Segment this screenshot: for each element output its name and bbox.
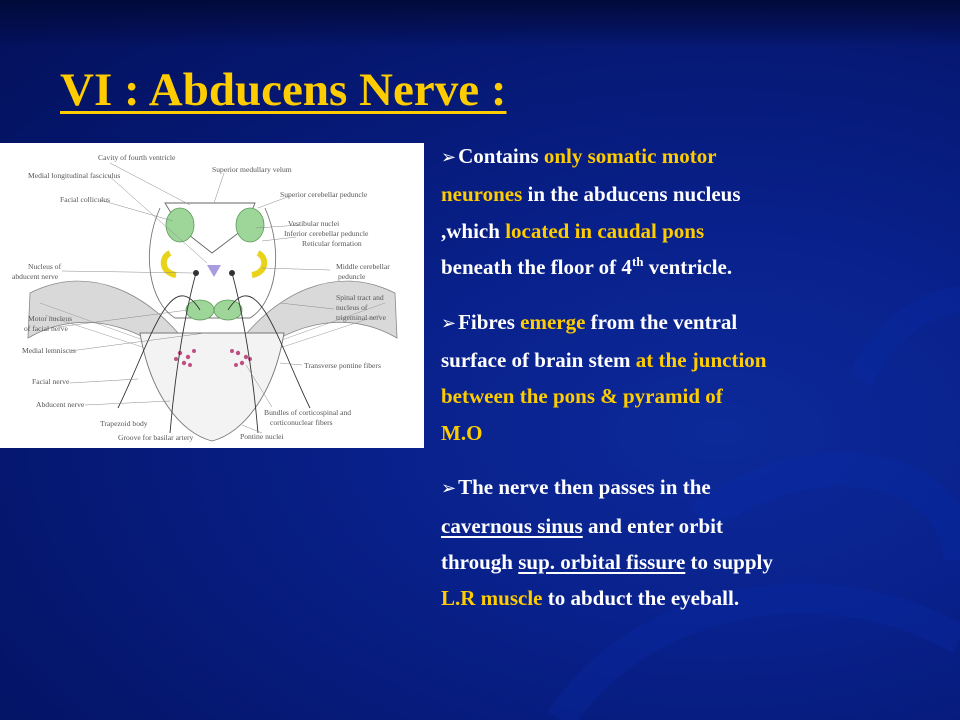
vestibular-nucleus-left	[166, 208, 194, 242]
b1-text-5: ventricle.	[643, 255, 733, 280]
arrow-bullet-icon: ➢	[441, 147, 457, 168]
b3-text-2: and enter orbit	[582, 513, 723, 538]
pons-diagram	[0, 143, 424, 448]
label-facial-colliculus: Facial colliculus	[60, 195, 110, 204]
bullet-1-line-4	[441, 249, 951, 285]
trigeminal-nucleus-left	[164, 253, 176, 275]
bullet-fibres-emerge	[441, 304, 951, 452]
b2-text-1: Fibres	[458, 309, 521, 334]
b1-highlight-1: only somatic motor	[543, 144, 717, 168]
arrow-bullet-icon: ➢	[441, 478, 457, 500]
bullet-1-line-2	[441, 176, 951, 212]
label-nucleus-abducent-1: Nucleus of	[28, 262, 62, 271]
b1-text-1: Contains	[458, 144, 544, 168]
bullet-2-line-4	[441, 415, 951, 451]
bullet-somatic-motor	[441, 138, 951, 286]
vestibular-nucleus-right	[236, 208, 264, 242]
bullet-1-line-3	[441, 213, 951, 249]
b2-text-3: surface of brain stem	[441, 348, 636, 373]
trigeminal-nucleus-right	[252, 253, 264, 275]
basilar-pons	[140, 333, 284, 441]
label-spinal-tract-2: nucleus of	[336, 303, 368, 312]
label-spinal-tract-3: trigeminal nerve	[336, 313, 386, 322]
label-bundles-2: corticonuclear fibers	[270, 418, 333, 427]
label-middle-cerebellar-2: peduncle	[338, 272, 366, 281]
top-band	[0, 0, 960, 48]
b3-highlight-1: L.R muscle	[441, 586, 543, 611]
label-groove-basilar-artery: Groove for basilar artery	[118, 433, 194, 442]
slide-title: VI : Abducens Nerve :	[60, 64, 507, 116]
label-motor-nucleus-2: of facial nerve	[24, 324, 68, 333]
bullet-3-line-3	[441, 544, 951, 580]
b3-underline-1: cavernous sinus	[441, 513, 583, 538]
b2-highlight-1: emerge	[520, 309, 586, 334]
bullet-3-line-2	[441, 508, 951, 544]
label-pontine-nuclei: Pontine nuclei	[240, 432, 284, 441]
label-cavity-fourth-ventricle: Cavity of fourth ventricle	[98, 153, 176, 162]
b1-text-4: beneath the floor of 4	[441, 255, 632, 280]
b3-text-1: The nerve then passes in the	[458, 475, 711, 500]
arrow-bullet-icon: ➢	[441, 312, 457, 334]
label-spinal-tract-1: Spinal tract and	[336, 293, 384, 302]
bullet-3-line-4	[441, 580, 951, 616]
b1-superscript: th	[631, 254, 644, 270]
label-facial-nerve: Facial nerve	[32, 377, 70, 386]
bullet-1-line-1	[441, 138, 951, 176]
bullet-nerve-path	[441, 469, 951, 617]
bullet-2-line-1	[441, 304, 951, 342]
b1-highlight-2: neurones	[441, 182, 523, 207]
label-reticular-formation: Reticular formation	[302, 239, 362, 248]
label-superior-medullary-velum: Superior medullary velum	[212, 165, 292, 174]
b1-text-3: ,which	[441, 218, 506, 243]
bullet-list	[441, 138, 951, 635]
label-medial-lemniscus: Medial lemniscus	[22, 346, 76, 355]
bullet-2-line-2	[441, 342, 951, 378]
b3-text-4: to supply	[685, 550, 773, 575]
b3-text-5: to abduct the eyeball.	[542, 586, 740, 611]
mlf-marker	[207, 265, 221, 277]
label-superior-cerebellar-peduncle: Superior cerebellar peduncle	[280, 190, 368, 199]
bullet-2-line-3	[441, 378, 951, 414]
b2-highlight-4: M.O	[441, 420, 483, 445]
bullet-3-line-1	[441, 469, 951, 507]
b3-underline-2: sup. orbital fissure	[518, 550, 686, 575]
b1-text-2: in the abducens nucleus	[522, 182, 741, 207]
label-motor-nucleus-1: Motor nucleus	[28, 314, 73, 323]
label-inferior-cerebellar-peduncle: Inferior cerebellar peduncle	[284, 229, 369, 238]
label-vestibular-nuclei: Vestibular nuclei	[288, 219, 340, 228]
label-nucleus-abducent-2: abducent nerve	[12, 272, 59, 281]
b3-text-3: through	[441, 550, 519, 575]
pons-cross-section-figure	[0, 143, 424, 448]
label-transverse-pontine-fibers: Transverse pontine fibers	[304, 361, 381, 370]
b2-highlight-3: between the pons & pyramid of	[441, 384, 723, 409]
label-trapezoid-body: Trapezoid body	[100, 419, 148, 428]
b1-highlight-3: located in caudal pons	[505, 218, 705, 243]
b2-highlight-2: at the junction	[635, 348, 767, 373]
label-bundles-1: Bundles of corticospinal and	[264, 408, 352, 417]
label-middle-cerebellar-1: Middle cerebellar	[336, 262, 390, 271]
b2-text-2: from the ventral	[585, 309, 738, 334]
label-medial-longitudinal-fasciculus: Medial longitudinal fasciculus	[28, 171, 121, 180]
label-abducent-nerve: Abducent nerve	[36, 400, 85, 409]
